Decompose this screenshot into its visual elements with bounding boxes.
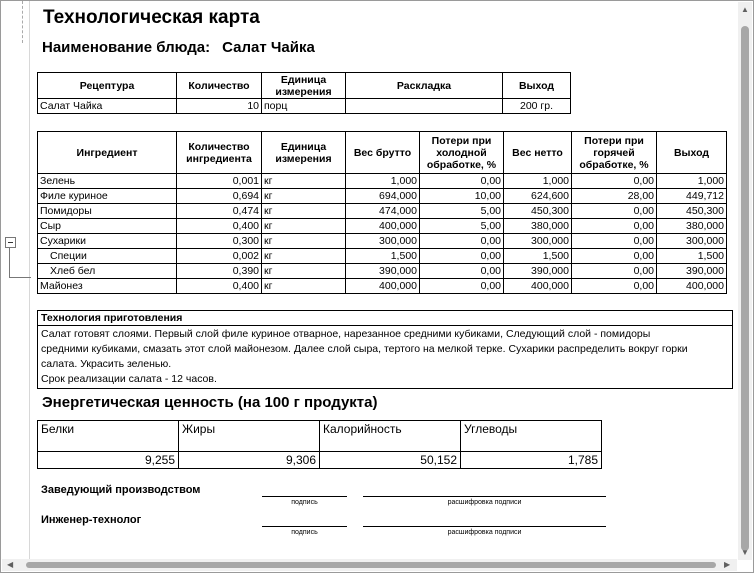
- ingredient-net: 1,000: [504, 174, 572, 189]
- dish-label: Наименование блюда:: [42, 39, 211, 56]
- ingredient-qty: 0,694: [177, 189, 262, 204]
- vertical-scrollbar[interactable]: [738, 2, 752, 560]
- table-row: [38, 219, 727, 234]
- recipe-cell: [346, 99, 503, 114]
- ingredient-yield: 450,300: [657, 204, 727, 219]
- energy-label: Калорийность: [320, 421, 461, 452]
- ingredient-net: 390,000: [504, 264, 572, 279]
- recipe-header-cell: Единица измерения: [262, 73, 346, 99]
- recipe-header-cell: Выход: [503, 73, 571, 99]
- recipe-table: [37, 72, 571, 114]
- group-bracket-end: [9, 277, 31, 278]
- ingredient-yield: 380,000: [657, 219, 727, 234]
- energy-label: Углеводы: [461, 421, 602, 452]
- table-row: [38, 234, 727, 249]
- signature-engineer-label: Инженер-технолог: [41, 514, 142, 526]
- ingredient-unit: кг: [262, 234, 346, 249]
- ingredient-name: Специи: [38, 249, 177, 264]
- ingredient-unit: кг: [262, 219, 346, 234]
- signature-caption: подпись: [291, 499, 318, 506]
- ingredient-name: Помидоры: [38, 204, 177, 219]
- table-row: [38, 204, 727, 219]
- ingredient-net: 300,000: [504, 234, 572, 249]
- ingredient-gross: 1,000: [346, 174, 420, 189]
- horizontal-scroll-thumb[interactable]: [26, 562, 716, 568]
- signature-decode-caption: расшифровка подписи: [447, 499, 522, 506]
- recipe-header-cell: Раскладка: [346, 73, 503, 99]
- ingredients-header-cell: Потери при холодной обработке, %: [420, 132, 504, 174]
- ingredient-hot-loss: 0,00: [572, 204, 657, 219]
- ingredient-hot-loss: 0,00: [572, 279, 657, 294]
- energy-table: [37, 420, 602, 469]
- gutter-divider: [22, 1, 23, 43]
- ingredient-gross: 694,000: [346, 189, 420, 204]
- ingredient-name: Сухарики: [38, 234, 177, 249]
- ingredients-header-cell: Единица измерения: [262, 132, 346, 174]
- ingredient-hot-loss: 28,00: [572, 189, 657, 204]
- ingredient-qty: 0,002: [177, 249, 262, 264]
- technology-line: средними кубиками, смазать этот слой майонезом. Далее слой сыра, тертого на мелкой терке. Сухарики распределить вокруг горки: [41, 343, 688, 355]
- table-row: [38, 174, 727, 189]
- ingredient-gross: 400,000: [346, 219, 420, 234]
- technology-header: Технология приготовления: [38, 311, 732, 326]
- ingredient-yield: 390,000: [657, 264, 727, 279]
- ingredient-net: 400,000: [504, 279, 572, 294]
- horizontal-scrollbar[interactable]: [2, 559, 737, 571]
- ingredient-name: Сыр: [38, 219, 177, 234]
- table-row: [38, 279, 727, 294]
- technology-section: [37, 310, 733, 389]
- ingredient-net: 380,000: [504, 219, 572, 234]
- ingredients-header-cell: Количество ингредиента: [177, 132, 262, 174]
- recipe-header-cell: Количество: [177, 73, 262, 99]
- ingredient-cold-loss: 10,00: [420, 189, 504, 204]
- ingredients-header-cell: Вес брутто: [346, 132, 420, 174]
- ingredient-name: Филе куриное: [38, 189, 177, 204]
- ingredient-hot-loss: 0,00: [572, 174, 657, 189]
- recipe-header-cell: Рецептура: [38, 73, 177, 99]
- ingredient-gross: 400,000: [346, 279, 420, 294]
- ingredient-gross: 300,000: [346, 234, 420, 249]
- ingredient-hot-loss: 0,00: [572, 219, 657, 234]
- ingredient-name: Зелень: [38, 174, 177, 189]
- technology-line: Салат готовят слоями. Первый слой филе куриное отварное, нарезанное средними кубиками, Следующий слой - помидоры: [41, 328, 651, 340]
- ingredient-unit: кг: [262, 204, 346, 219]
- page-title: Технологическая карта: [43, 7, 260, 28]
- vertical-scroll-thumb[interactable]: [741, 26, 749, 551]
- ingredient-qty: 0,300: [177, 234, 262, 249]
- recipe-cell: Салат Чайка: [38, 99, 177, 114]
- ingredient-cold-loss: 0,00: [420, 279, 504, 294]
- dish-name-line: [42, 39, 315, 56]
- ingredient-yield: 300,000: [657, 234, 727, 249]
- ingredient-cold-loss: 5,00: [420, 219, 504, 234]
- ingredient-yield: 1,000: [657, 174, 727, 189]
- ingredient-qty: 0,474: [177, 204, 262, 219]
- technology-text: [38, 326, 732, 388]
- ingredient-unit: кг: [262, 264, 346, 279]
- ingredients-header-cell: Потери при горячей обработке, %: [572, 132, 657, 174]
- recipe-cell: 10: [177, 99, 262, 114]
- ingredient-hot-loss: 0,00: [572, 249, 657, 264]
- grouping-gutter: [1, 1, 30, 561]
- ingredient-name: Хлеб бел: [38, 264, 177, 279]
- table-row: [38, 249, 727, 264]
- ingredients-table: [37, 131, 727, 294]
- ingredient-gross: 474,000: [346, 204, 420, 219]
- collapse-group-button[interactable]: [5, 237, 16, 248]
- signature-decode-line: [363, 526, 606, 527]
- ingredient-gross: 390,000: [346, 264, 420, 279]
- scroll-right-icon[interactable]: ▶: [724, 560, 731, 569]
- ingredient-net: 624,600: [504, 189, 572, 204]
- energy-value: 50,152: [320, 452, 461, 469]
- signature-head-label: Заведующий производством: [41, 484, 201, 496]
- ingredient-unit: кг: [262, 279, 346, 294]
- energy-value: 1,785: [461, 452, 602, 469]
- ingredient-net: 1,500: [504, 249, 572, 264]
- ingredient-yield: 400,000: [657, 279, 727, 294]
- ingredient-cold-loss: 0,00: [420, 174, 504, 189]
- signature-decode-caption: расшифровка подписи: [447, 529, 522, 536]
- ingredients-header-cell: Вес нетто: [504, 132, 572, 174]
- energy-value: 9,306: [179, 452, 320, 469]
- ingredient-qty: 0,400: [177, 279, 262, 294]
- ingredient-hot-loss: 0,00: [572, 264, 657, 279]
- table-row: [38, 189, 727, 204]
- signature-line: [262, 526, 347, 527]
- ingredient-cold-loss: 5,00: [420, 204, 504, 219]
- energy-label: Белки: [38, 421, 179, 452]
- recipe-cell: 200 гр.: [503, 99, 571, 114]
- recipe-cell: порц: [262, 99, 346, 114]
- ingredient-net: 450,300: [504, 204, 572, 219]
- ingredient-unit: кг: [262, 189, 346, 204]
- ingredient-unit: кг: [262, 249, 346, 264]
- scroll-up-icon[interactable]: ▲: [741, 5, 749, 14]
- ingredient-yield: 449,712: [657, 189, 727, 204]
- signature-caption: подпись: [291, 529, 318, 536]
- dish-name: Салат Чайка: [222, 39, 315, 56]
- ingredient-cold-loss: 0,00: [420, 264, 504, 279]
- signature-decode-line: [363, 496, 606, 497]
- technology-line: Срок реализации салата - 12 часов.: [41, 373, 217, 385]
- ingredient-cold-loss: 0,00: [420, 249, 504, 264]
- table-row: [38, 264, 727, 279]
- ingredient-hot-loss: 0,00: [572, 234, 657, 249]
- energy-label: Жиры: [179, 421, 320, 452]
- ingredients-header-cell: Ингредиент: [38, 132, 177, 174]
- ingredient-qty: 0,001: [177, 174, 262, 189]
- ingredient-qty: 0,400: [177, 219, 262, 234]
- energy-title: Энергетическая ценность (на 100 г продукта): [42, 394, 378, 411]
- ingredient-cold-loss: 0,00: [420, 234, 504, 249]
- signature-line: [262, 496, 347, 497]
- ingredient-unit: кг: [262, 174, 346, 189]
- ingredient-gross: 1,500: [346, 249, 420, 264]
- ingredient-yield: 1,500: [657, 249, 727, 264]
- scroll-left-icon[interactable]: ◀: [7, 560, 14, 569]
- technology-line: салата. Украсить зеленью.: [41, 358, 172, 370]
- ingredient-name: Майонез: [38, 279, 177, 294]
- energy-value: 9,255: [38, 452, 179, 469]
- ingredient-qty: 0,390: [177, 264, 262, 279]
- report-sheet: [30, 1, 740, 561]
- scroll-down-icon[interactable]: ▼: [741, 548, 749, 557]
- group-bracket: [9, 247, 10, 277]
- ingredients-header-cell: Выход: [657, 132, 727, 174]
